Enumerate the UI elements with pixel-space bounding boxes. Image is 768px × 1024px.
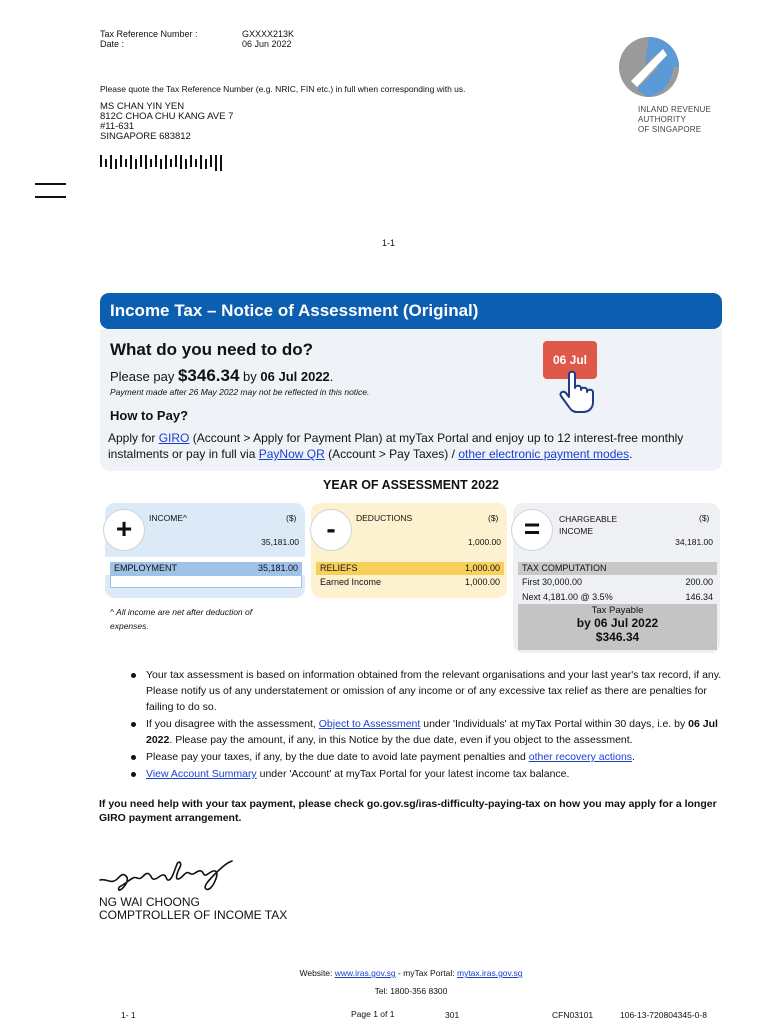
recovery-actions-link[interactable]: other recovery actions [528,751,633,763]
postal-barcode [100,153,224,173]
payment-disclaimer: Payment made after 26 May 2022 may not be reflected in this notice. [110,387,370,397]
pay-prefix: Please pay [110,369,175,384]
address-line: 812C CHOA CHU KANG AVE 7 [100,111,234,122]
tax-row-value: 200.00 [685,577,713,587]
minus-icon: - [310,509,352,551]
tax-row-first [518,576,717,589]
portal-link[interactable]: mytax.iras.gov.sg [456,968,523,978]
earned-income-label: Earned Income [320,577,382,587]
pay-instruction [110,366,333,386]
notice-title-banner [100,293,722,329]
earned-income-row [316,576,504,589]
tax-computation-header: TAX COMPUTATION [518,562,717,575]
reliefs-row [316,562,504,575]
year-of-assessment-title: YEAR OF ASSESSMENT 2022 [323,478,499,492]
signatory-title: COMPTROLLER OF INCOME TAX [99,908,288,922]
equals-icon: = [511,509,553,551]
income-note: ^ All income are net after deduction of expenses. [110,607,253,631]
iras-logo-icon [617,35,681,99]
website-link[interactable]: www.iras.gov.sg [334,968,396,978]
paynow-link[interactable]: PayNow QR [258,447,325,461]
signatory-block [99,896,287,922]
pay-by: by [243,369,257,384]
logo-line: OF SINGAPORE [638,125,702,134]
footer-code: CFN03101 [552,1010,594,1020]
how-text: instalments or pay in full via [108,447,256,461]
date-value: 06 Jun 2022 [242,39,292,49]
how-text: Apply for [108,431,156,445]
address-line: MS CHAN YIN YEN [100,101,185,112]
note-item [128,667,723,715]
employment-value: 35,181.00 [257,563,298,573]
logo-line: INLAND REVENUE [638,105,712,114]
note-text: . Please pay the amount, if any, in this Notice by the due date, even if you object to the assessment. [169,734,633,746]
note-text: Your tax assessment is based on information obtained from the relevant organisations and your last year's tax record, if any. Please notify us of any understatement or omission of any income or of any excessive tax relief as there are penalties for failing to do so. [146,669,722,713]
tax-ref-label: Tax Reference Number : [100,29,198,39]
action-heading: What do you need to do? [110,340,314,359]
reliefs-value: 1,000.00 [464,563,500,573]
logo-wordmark [638,105,711,135]
address-line: #11-631 [100,121,135,132]
footer-code: 106-13-720804345-0-8 [620,1010,707,1020]
footer-left-marker: 1- 1 [121,1010,136,1020]
plus-icon: + [103,509,145,551]
earned-income-value: 1,000.00 [464,577,500,587]
note-item [128,716,723,748]
signatory-name: NG WAI CHOONG [99,895,200,909]
hand-pointer-icon [557,370,597,414]
income-total: 35,181.00 [261,537,299,547]
note-item [128,749,723,765]
website-label: Website: [299,968,333,978]
logo-line: AUTHORITY [638,115,687,124]
page-marker: 1-1 [382,238,396,248]
tax-row-label: First 30,000.00 [522,577,583,587]
chargeable-total: 34,181.00 [675,537,713,547]
note-text: under 'Individuals' at myTax Portal within 30 days, i.e. by [423,718,686,730]
chargeable-label-line: CHARGEABLE [559,514,618,524]
how-text: . [629,447,633,461]
deductions-total: 1,000.00 [467,537,501,547]
tax-payable-amount: $346.34 [595,630,640,644]
other-payment-modes-link[interactable]: other electronic payment modes [458,447,630,461]
footer-page-number: Page 1 of 1 [351,1009,395,1019]
tax-row-next [518,591,717,604]
how-text: (Account > Pay Taxes) / [328,447,455,461]
how-text: (Account > Apply for Payment Plan) at myTax Portal and enjoy up to 12 interest-free monthly [192,431,684,445]
income-blank-row [110,575,302,588]
how-to-pay-text [108,430,718,462]
note-text: Please pay your taxes, if any, by the due date to avoid late payment penalties and [146,751,526,763]
date-label: Date : [100,39,125,49]
portal-label: - myTax Portal: [395,968,455,978]
footer-tel: Tel: 1800-356 8300 [374,986,448,996]
chargeable-label [559,513,617,537]
view-account-summary-link[interactable]: View Account Summary [146,768,257,780]
footer-code: 301 [445,1010,460,1020]
employment-label: EMPLOYMENT [114,563,178,573]
employment-row [110,562,302,575]
pay-due-date: 06 Jul 2022 [260,369,330,384]
notice-title: Income Tax – Notice of Assessment (Original) [110,301,479,320]
tax-payable-label: Tax Payable [591,605,644,616]
notes-list [128,667,723,783]
tax-payable-due: by 06 Jul 2022 [576,616,659,630]
tax-row-label: Next 4,181.00 @ 3.5% [522,592,613,602]
pay-amount: $346.34 [177,366,240,385]
signature-image [98,856,258,896]
help-text: If you need help with your tax payment, please check go.gov.sg/iras-difficulty-paying-tax on how you may apply for a longer GIRO payment arrangement. [99,798,717,824]
income-unit: ($) [286,513,297,523]
how-to-pay-heading: How to Pay? [110,408,189,423]
footer-website [0,968,768,978]
giro-link[interactable]: GIRO [158,431,190,445]
object-to-assessment-link[interactable]: Object to Assessment [318,718,421,730]
quote-instruction: Please quote the Tax Reference Number (e.g. NRIC, FIN etc.) in full when corresponding with us. [100,84,466,94]
tax-row-value: 146.34 [685,592,713,602]
tax-ref-value: GXXXX213K [242,29,295,39]
due-date-badge: 06 Jul [543,341,597,379]
recipient-address [100,102,233,142]
pay-period: . [329,369,334,384]
note-text: . [632,751,635,763]
reliefs-label: RELIEFS [320,563,358,573]
note-text: under 'Account' at myTax Portal for your latest income tax balance. [259,768,570,780]
chargeable-unit: ($) [699,513,710,523]
fold-mark [35,183,66,185]
fold-mark [35,196,66,198]
chargeable-label-line: INCOME [559,526,593,536]
note-item [128,766,723,782]
address-line: SINGAPORE 683812 [100,131,191,142]
note-text: If you disagree with the assessment, [146,718,316,730]
income-label: INCOME^ [149,513,187,523]
deductions-label: DEDUCTIONS [356,513,413,523]
note-date: 06 Jul 2022 [146,718,718,746]
deductions-unit: ($) [488,513,499,523]
tax-payable-box [518,604,717,650]
